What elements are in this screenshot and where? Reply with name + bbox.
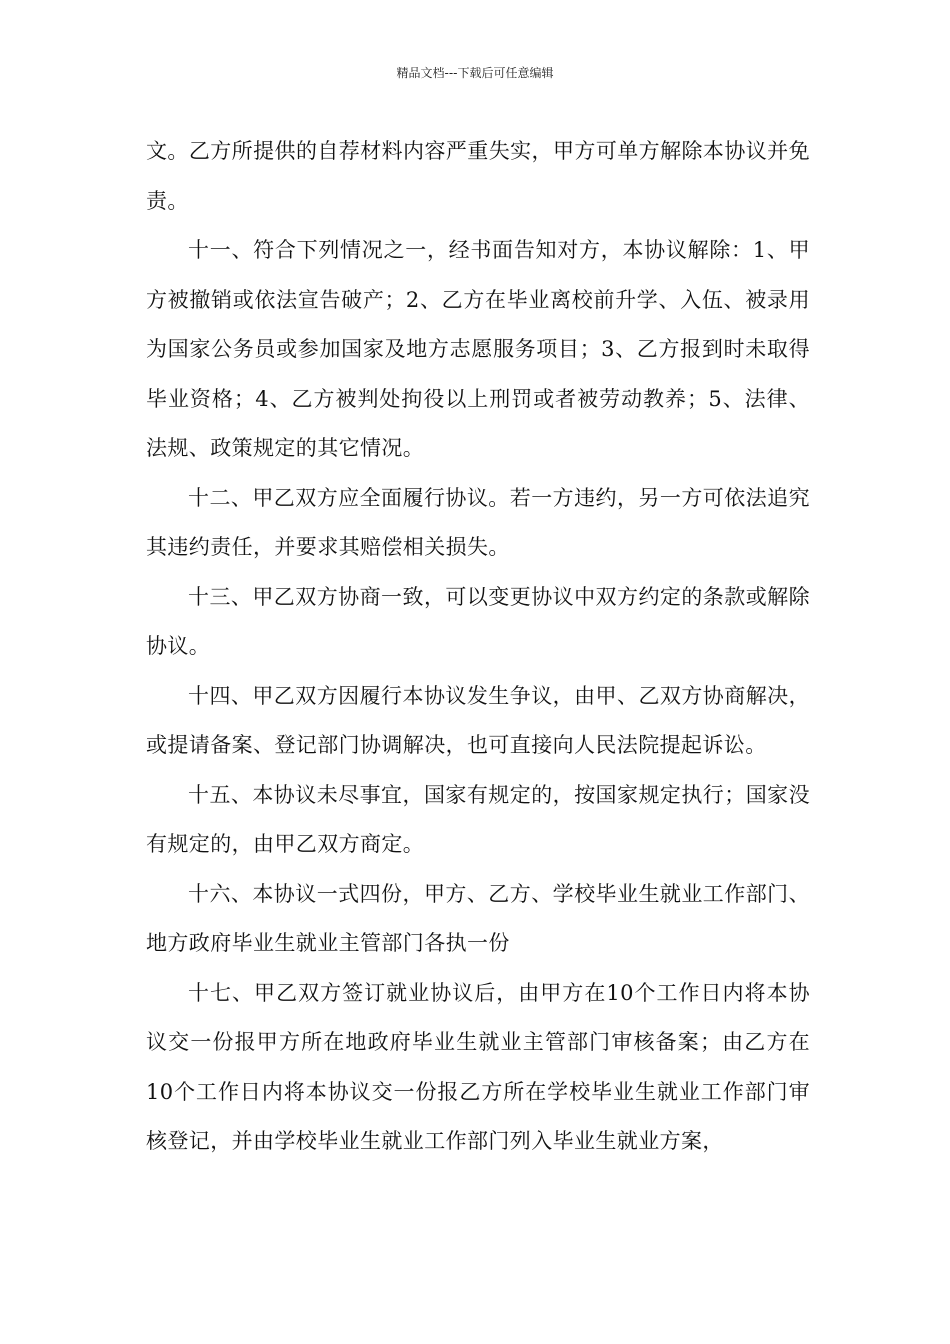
paragraph-continuation: 文。乙方所提供的自荐材料内容严重失实，甲方可单方解除本协议并免责。 xyxy=(146,139,810,213)
paragraph-clause-11: 十一、符合下列情况之一，经书面告知对方，本协议解除：1、甲方被撤销或依法宣告破产；2、乙方在毕业离校前升学、入伍、被录用为国家公务员或参加国家及地方志愿服务项目；3、乙方报到时未取得毕业资格；4、乙方被判处拘役以上刑罚或者被劳动教养；5、法律、法规、政策规定的其它情况。 xyxy=(146,238,810,460)
paragraph-clause-15: 十五、本协议未尽事宜，国家有规定的，按国家规定执行；国家没有规定的，由甲乙双方商定。 xyxy=(146,782,810,856)
paragraph-clause-12: 十二、甲乙双方应全面履行协议。若一方违约，另一方可依法追究其违约责任，并要求其赔偿相关损失。 xyxy=(146,485,810,559)
paragraph-clause-14: 十四、甲乙双方因履行本协议发生争议，由甲、乙双方协商解决，或提请备案、登记部门协调解决，也可直接向人民法院提起诉讼。 xyxy=(146,683,810,757)
document-body xyxy=(146,127,810,1167)
paragraph-clause-16: 十六、本协议一式四份，甲方、乙方、学校毕业生就业工作部门、地方政府毕业生就业主管部门各执一份 xyxy=(146,881,810,955)
page-header: 精品文档---下载后可任意编辑 xyxy=(396,66,554,80)
paragraph-clause-13: 十三、甲乙双方协商一致，可以变更协议中双方约定的条款或解除协议。 xyxy=(146,584,810,658)
paragraph-clause-17: 十七、甲乙双方签订就业协议后，由甲方在10个工作日内将本协议交一份报甲方所在地政府毕业生就业主管部门审核备案；由乙方在10个工作日内将本协议交一份报乙方所在学校毕业生就业工作部门审核登记，并由学校毕业生就业工作部门列入毕业生就业方案， xyxy=(146,980,810,1153)
